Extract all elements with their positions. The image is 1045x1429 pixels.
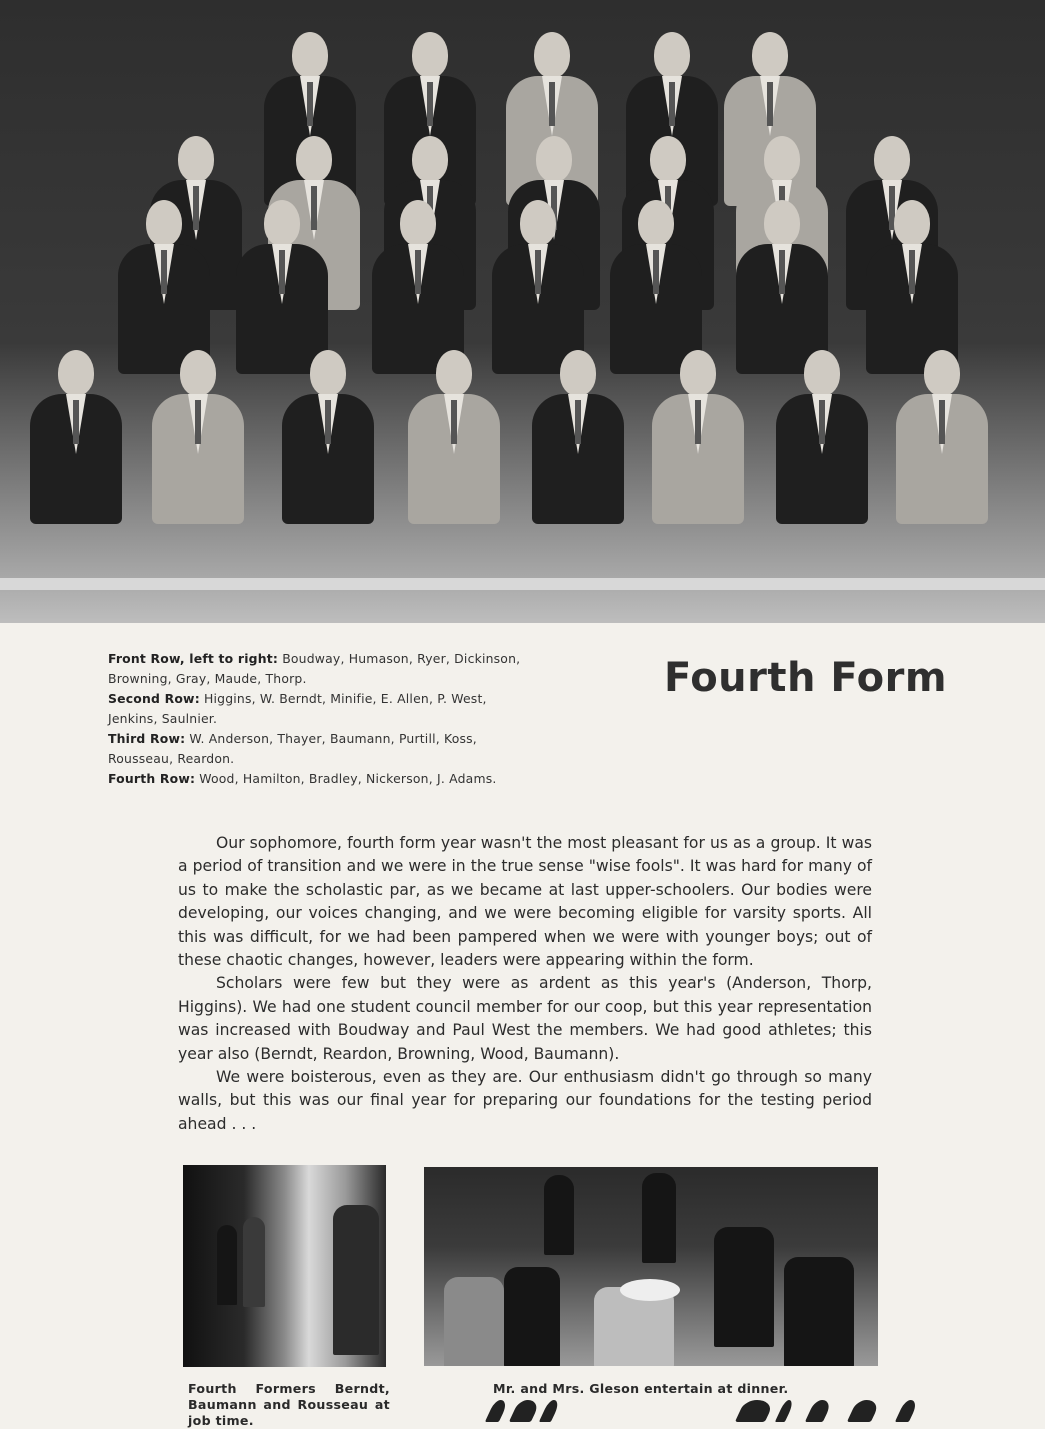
figure-silhouette (714, 1227, 774, 1347)
hallway-photo (183, 1165, 386, 1367)
figure-silhouette (504, 1267, 560, 1366)
figure-silhouette (642, 1173, 676, 1263)
figure-silhouette (243, 1217, 265, 1307)
handwritten-signature (480, 1396, 960, 1426)
page-title: Fourth Form (664, 655, 947, 701)
table-plate (620, 1279, 680, 1301)
dinner-photo-caption: Mr. and Mrs. Gleson entertain at dinner. (493, 1381, 789, 1396)
row-caption (108, 649, 528, 789)
figure-silhouette (544, 1175, 574, 1255)
third-row-names: W. Anderson, Thayer, Baumann, Purtill, Koss, Rousseau, Reardon. (108, 731, 477, 766)
third-row-caption (108, 729, 528, 769)
paragraph: We were boisterous, even as they are. Our enthusiasm didn't go through so many walls, but this was our final year for preparing our foundations for the testing period ahead . . . (178, 1068, 872, 1133)
body-text (178, 832, 872, 1136)
fourth-row-label: Fourth Row: (108, 771, 196, 786)
figure-silhouette (784, 1257, 854, 1366)
chairs-row (0, 578, 1045, 590)
figure-silhouette (444, 1277, 504, 1366)
figure-silhouette (217, 1225, 237, 1305)
second-row-names: Higgins, W. Berndt, Minifie, E. Allen, P. West, Jenkins, Saulnier. (108, 691, 487, 726)
front-row-names: Boudway, Humason, Ryer, Dickinson, Browning, Gray, Maude, Thorp. (108, 651, 521, 686)
front-row-label: Front Row, left to right: (108, 651, 279, 666)
group-photo (0, 0, 1045, 623)
figure-silhouette (333, 1205, 379, 1355)
paragraph: Scholars were few but they were as ardent as this year's (Anderson, Thorp, Higgins). We had one student council member for our coop, but this year representation was increased with Boudway and Paul West the members. We had good athletes; this year also (Berndt, Reardon, Browning, Wood, Baumann). (178, 974, 872, 1063)
fourth-row-caption (108, 769, 528, 789)
second-row-caption (108, 689, 528, 729)
hallway-photo-caption: Fourth Formers Berndt, Baumann and Rousseau at job time. (188, 1381, 390, 1428)
second-row-label: Second Row: (108, 691, 200, 706)
paragraph: Our sophomore, fourth form year wasn't the most pleasant for us as a group. It was a period of transition and we were in the true sense "wise fools". It was hard for many of us to make the scholastic par, as we became at last upper-schoolers. Our bodies were developing, our voices changing, and we were becoming eligible for varsity sports. All this was difficult, for we had been pampered when we were with younger boys; out of these chaotic changes, however, leaders were appearing within the form. (178, 834, 872, 970)
fourth-row-names: Wood, Hamilton, Bradley, Nickerson, J. Adams. (199, 771, 497, 786)
third-row-label: Third Row: (108, 731, 186, 746)
dinner-photo (424, 1167, 878, 1366)
front-row-caption (108, 649, 528, 689)
